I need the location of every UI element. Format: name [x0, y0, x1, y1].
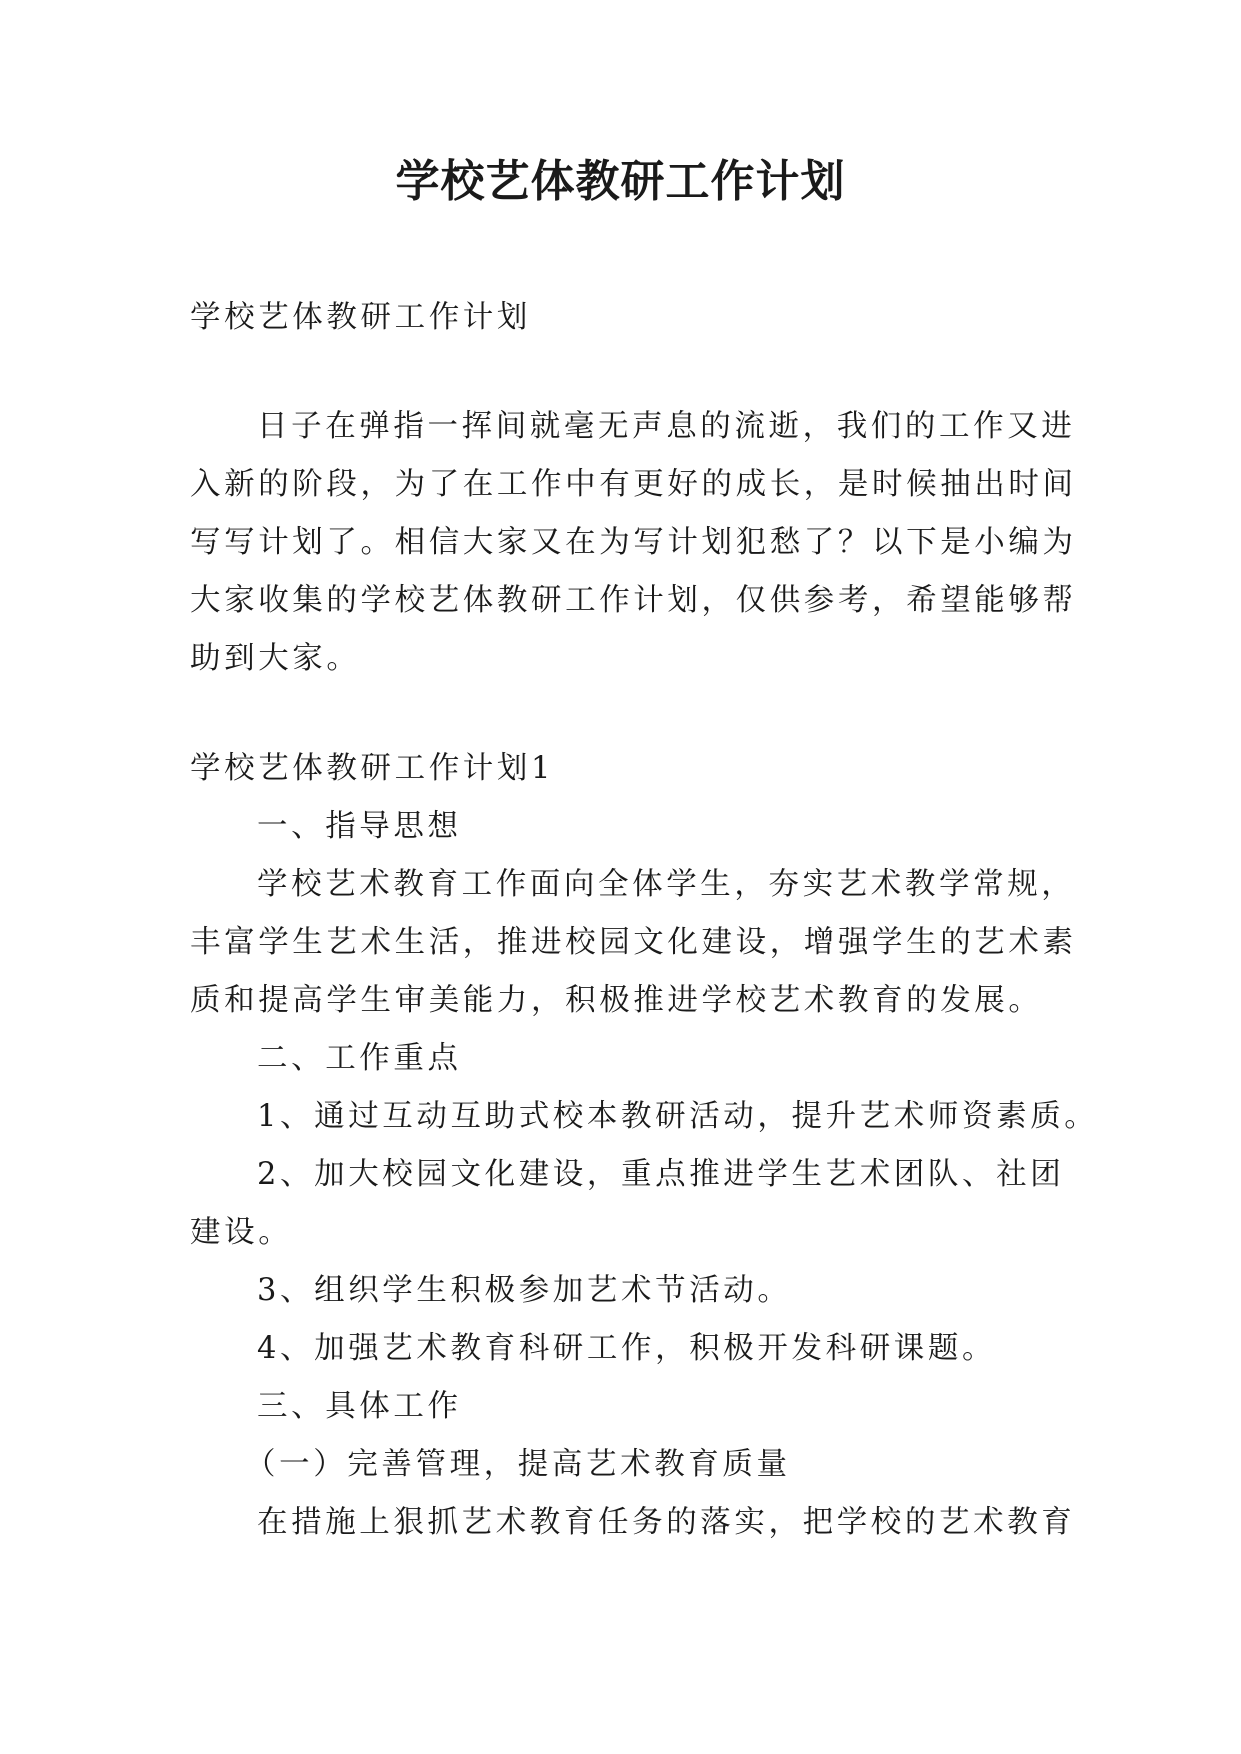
paragraph-line: 在措施上狠抓艺术教育任务的落实，把学校的艺术教育: [257, 1505, 1076, 1540]
work-point: 1、通过互动互助式校本教研活动，提升艺术师资素质。: [257, 1099, 1099, 1134]
guiding-line: 丰富学生艺术生活，推进校园文化建设，增强学生的艺术素: [190, 925, 1077, 960]
intro-line: 写写计划了。相信大家又在为写计划犯愁了？以下是小编为: [190, 525, 1077, 560]
work-point: 3、组织学生积极参加艺术节活动。: [257, 1273, 792, 1308]
intro-line: 入新的阶段，为了在工作中有更好的成长，是时候抽出时间: [190, 467, 1077, 502]
document-body: [190, 289, 1099, 1552]
heading-guiding-thought: 一、指导思想: [257, 809, 462, 844]
intro-line: 大家收集的学校艺体教研工作计划，仅供参考，希望能够帮: [190, 583, 1077, 618]
intro-line: 助到大家。: [190, 641, 361, 676]
guiding-line: 学校艺术教育工作面向全体学生，夯实艺术教学常规，: [257, 867, 1076, 902]
intro-line: 日子在弹指一挥间就毫无声息的流逝，我们的工作又进: [257, 409, 1076, 444]
document-title: 学校艺体教研工作计划: [395, 156, 846, 207]
work-point-continuation: 建设。: [190, 1215, 293, 1250]
guiding-line: 质和提高学生审美能力，积极推进学校艺术教育的发展。: [190, 983, 1043, 1018]
sub-heading: （一）完善管理，提高艺术教育质量: [245, 1447, 791, 1482]
guiding-paragraph: [190, 856, 1077, 1030]
work-point: 4、加强艺术教育科研工作，积极开发科研课题。: [257, 1331, 997, 1366]
heading-specific-work: 三、具体工作: [257, 1389, 462, 1424]
heading-work-focus: 二、工作重点: [257, 1041, 462, 1076]
section-title: 学校艺体教研工作计划1: [190, 751, 555, 786]
work-point: 2、加大校园文化建设，重点推进学生艺术团队、社团: [257, 1157, 1065, 1192]
intro-paragraph: [190, 398, 1077, 688]
document-subtitle: 学校艺体教研工作计划: [190, 300, 531, 335]
